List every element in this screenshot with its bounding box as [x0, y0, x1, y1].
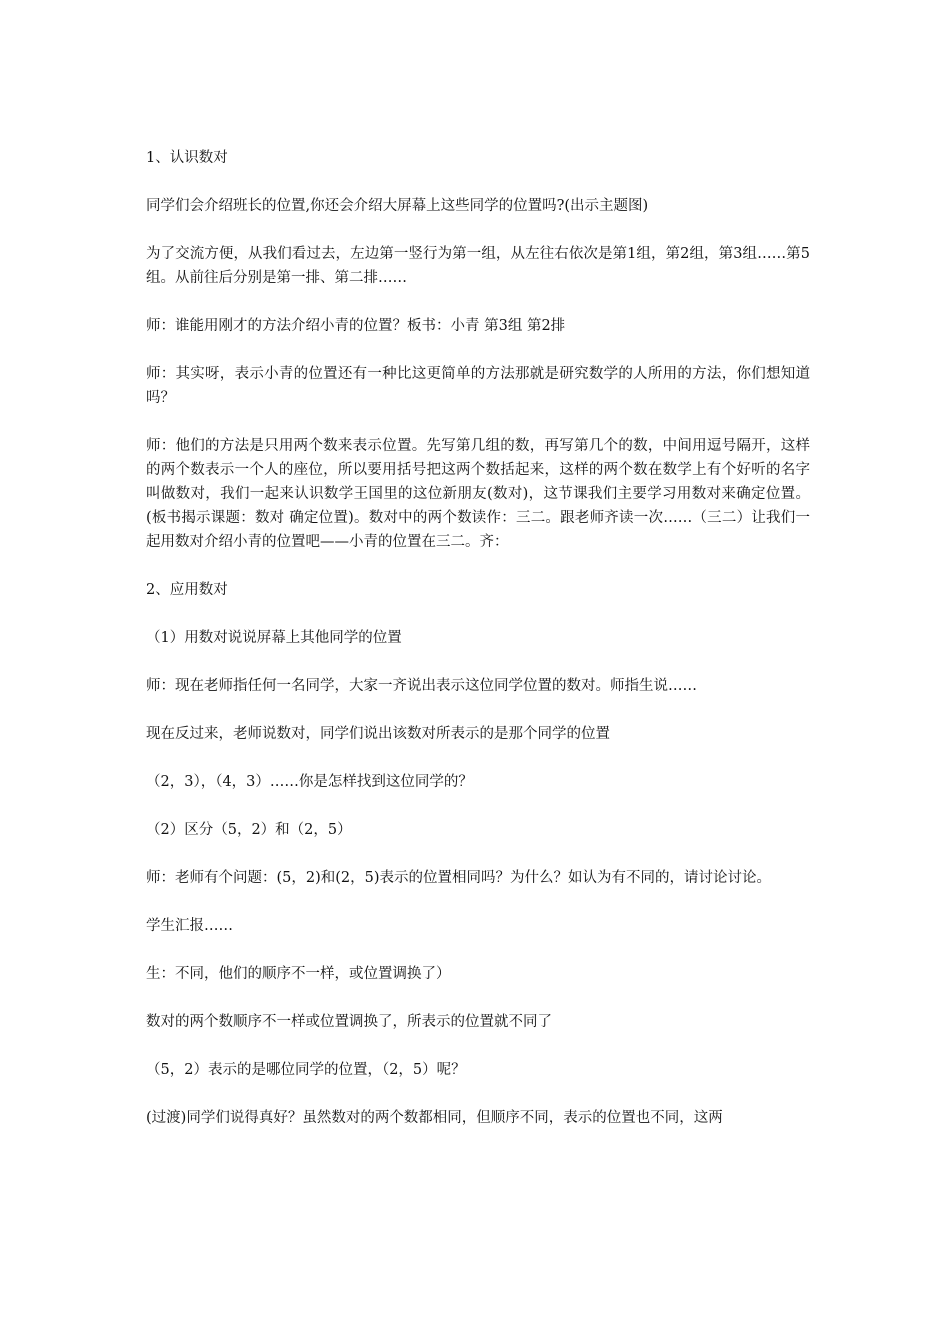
- paragraph-intro-question: 同学们会介绍班长的位置,你还会介绍大屏幕上这些同学的位置吗?(出示主题图): [146, 198, 649, 214]
- heading-recognize-number-pairs: 1、认识数对: [146, 150, 228, 166]
- document-page: [146, 146, 810, 1154]
- paragraph-pair-examples: （2，3），（4，3）……你是怎样找到这位同学的？: [146, 774, 473, 790]
- paragraph-transition: (过渡)同学们说得真好？虽然数对的两个数都相同，但顺序不同，表示的位置也不同，这两: [146, 1110, 723, 1126]
- paragraph-teacher-question: 师：谁能用刚才的方法介绍小青的位置？板书：小青 第3组 第2排: [146, 318, 566, 334]
- subheading-distinguish-pairs: （2）区分（5，2）和（2，5）: [146, 822, 352, 838]
- subheading-describe-positions: （1）用数对说说屏幕上其他同学的位置: [146, 630, 402, 646]
- paragraph-reverse-activity: 现在反过来，老师说数对，同学们说出该数对所表示的是那个同学的位置: [146, 726, 610, 742]
- paragraph-student-report: 学生汇报……: [146, 918, 233, 934]
- paragraph-teacher-problem: 师：老师有个问题：(5，2)和(2，5)表示的位置相同吗？为什么？如认为有不同的，请讨论讨论。: [146, 870, 772, 886]
- paragraph-which-student: （5，2）表示的是哪位同学的位置，（2，5）呢？: [146, 1062, 466, 1078]
- paragraph-student-answer: 生：不同，他们的顺序不一样，或位置调换了）: [146, 966, 451, 982]
- paragraph-simpler-method: 师：其实呀，表示小青的位置还有一种比这更简单的方法那就是研究数学的人所用的方法，你们想知道吗？: [146, 366, 810, 406]
- paragraph-teacher-points: 师：现在老师指任何一名同学，大家一齐说出表示这位同学位置的数对。师指生说……: [146, 678, 697, 694]
- heading-apply-number-pairs: 2、应用数对: [146, 582, 228, 598]
- paragraph-order-conclusion: 数对的两个数顺序不一样或位置调换了，所表示的位置就不同了: [146, 1014, 552, 1030]
- paragraph-group-explanation: 为了交流方便，从我们看过去，左边第一竖行为第一组，从左往右依次是第1组，第2组，第3组……第5组。从前往后分别是第一排、第二排……: [146, 246, 810, 286]
- paragraph-number-pair-definition: 师：他们的方法是只用两个数来表示位置。先写第几组的数，再写第几个的数，中间用逗号隔开，这样的两个数表示一个人的座位，所以要用括号把这两个数括起来，这样的两个数在数学上有个好听的名字叫做数对，我们一起来认识数学王国里的这位新朋友(数对)，这节课我们主要学习用数对来确定位置。(板书揭示课题：数对 确定位置)。数对中的两个数读作：三二。跟老师齐读一次……（三二）让我们一起用数对介绍小青的位置吧——小青的位置在三二。齐：: [146, 438, 810, 550]
